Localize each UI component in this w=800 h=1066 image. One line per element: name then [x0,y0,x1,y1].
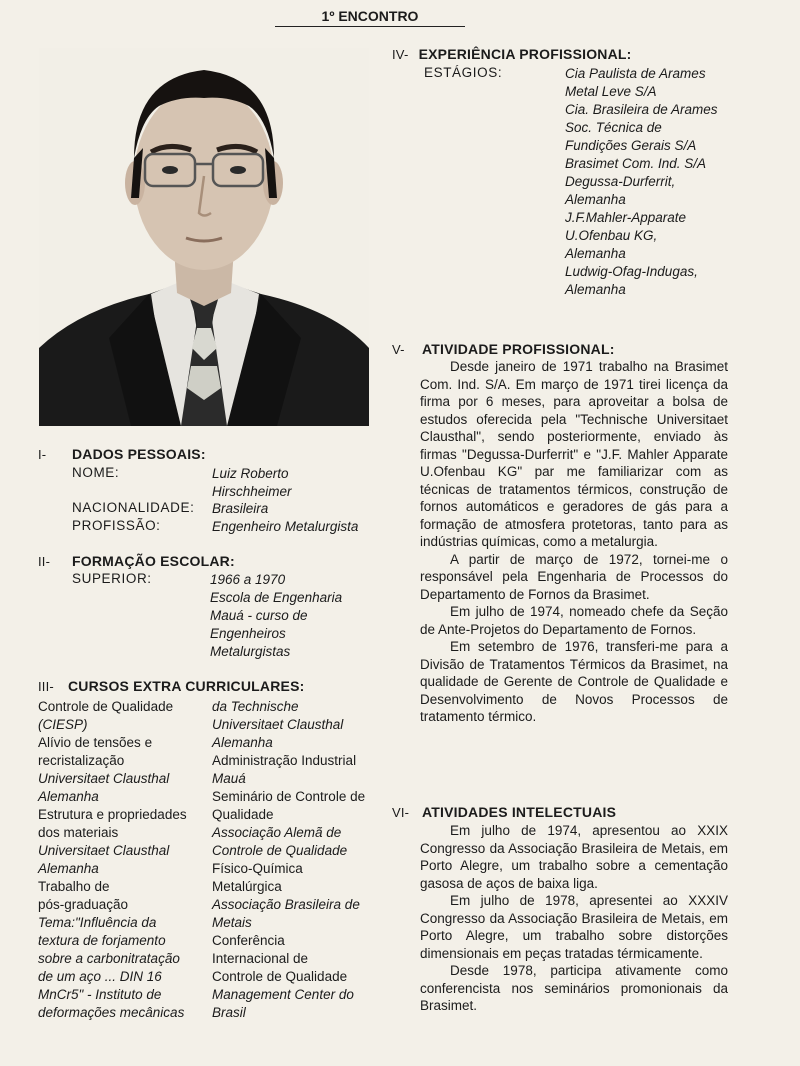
internship-item: Ludwig-Ofag-Indugas, [565,264,698,279]
course-line: Controle de Qualidade [212,969,348,984]
section-iv-heading [392,46,632,62]
internship-item: Metal Leve S/A [565,84,657,99]
course-line: Alemanha [38,789,99,804]
education-line: Engenheiros [210,626,286,641]
section-vi-number: VI- [392,805,410,820]
section-i-title: DADOS PESSOAIS: [72,446,206,462]
course-line: Administração Industrial [212,753,357,768]
portrait-photo [39,48,369,426]
course-line: MnCr5" - Instituto de [38,987,162,1002]
course-line: Controle de Qualidade [212,843,348,858]
section-v-title: ATIVIDADE PROFISSIONAL: [422,341,615,357]
course-line: Metais [212,915,252,930]
course-line: (CIESP) [38,717,88,732]
course-line: Seminário de Controle de [212,789,366,804]
course-line: recristalização [38,753,125,768]
course-line: Trabalho de [38,879,110,894]
internship-item: Alemanha [565,192,626,207]
courses-column-2 [212,698,388,1022]
section-v-heading [392,341,615,357]
section-vi-title: ATIVIDADES INTELECTUAIS [422,804,617,820]
section-v-paragraph: A partir de março de 1972, tornei-me o responsável pela Engenharia de Processos do Departamento de Fornos da Brasimet. [420,551,728,602]
course-line: sobre a carbonitratação [38,951,180,966]
internship-item: Soc. Técnica de [565,120,662,135]
course-line: Universitaet Clausthal [212,717,344,732]
name-value [212,465,292,501]
education-line: Mauá - curso de [210,608,308,623]
internships-list [565,65,795,299]
internship-item: Cia. Brasileira de Arames [565,102,718,117]
section-v-body [420,358,728,726]
course-line: Universitaet Clausthal [38,843,170,858]
page-header-title: 1º ENCONTRO [275,8,465,27]
section-iii-title: CURSOS EXTRA CURRICULARES: [68,678,305,694]
section-ii-number: II- [38,554,51,569]
course-line: dos materiais [38,825,119,840]
course-line: de um aço ... DIN 16 [38,969,162,984]
internship-item: Cia Paulista de Arames [565,66,706,81]
section-v-paragraph: Em julho de 1974, nomeado chefe da Seção de Ante-Projetos do Departamento de Fornos. [420,604,728,637]
education-label: SUPERIOR: [72,571,152,586]
course-line: Alemanha [212,735,273,750]
section-vi-body [420,822,728,1015]
education-line: Escola de Engenharia [210,590,343,605]
section-ii-heading [38,553,235,569]
section-v-paragraph: Em setembro de 1976, transferi-me para a Divisão de Tratamentos Térmicos da Brasimet, na qualidade de Gerente de Controle de Qualidade e Desenvolvimento de Novos Processos de tratamento térmico. [420,639,728,724]
profession-value: Engenheiro Metalurgista [212,519,359,534]
course-line: Alívio de tensões e [38,735,153,750]
section-vi-paragraph: Em julho de 1978, apresentei ao XXXIV Congresso da Associação Brasileira de Metais, em Porto Alegre, um trabalho sobre distorções dimensionais em peças tratadas térmicamente. [420,893,728,961]
section-vi-heading [392,804,617,820]
name-value-line: Luiz Roberto [212,466,289,481]
section-iv-number: IV- [392,47,409,62]
section-vi-paragraph: Desde 1978, participa ativamente como conferencista nos seminários promonionais da Brasimet. [420,963,728,1013]
courses-column-1 [38,698,210,1022]
section-iii-heading [38,678,305,694]
section-i-heading [38,446,206,462]
section-i-number: I- [38,447,47,462]
internship-item: Alemanha [565,246,626,261]
internship-item: Brasimet Com. Ind. S/A [565,156,707,171]
section-ii-title: FORMAÇÃO ESCOLAR: [72,553,235,569]
nationality-label: NACIONALIDADE: [72,500,195,515]
internship-item: Degussa-Durferrit, [565,174,676,189]
course-line: Tema:"Influência da [38,915,157,930]
course-line: da Technische [212,699,299,714]
profession-label: PROFISSÃO: [72,518,161,533]
course-line: Conferência [212,933,285,948]
internship-item: Fundições Gerais S/A [565,138,697,153]
course-line: Controle de Qualidade [38,699,174,714]
nationality-value: Brasileira [212,501,269,516]
name-value-line: Hirschheimer [212,484,292,499]
course-line: Alemanha [38,861,99,876]
internship-item: U.Ofenbau KG, [565,228,658,243]
course-line: Qualidade [212,807,274,822]
course-line: textura de forjamento [38,933,166,948]
course-line: Estrutura e propriedades [38,807,187,822]
course-line: Metalúrgica [212,879,282,894]
course-line: Brasil [212,1005,246,1020]
education-line: Metalurgistas [210,644,291,659]
course-line: Associação Alemã de [212,825,342,840]
section-iv-title: EXPERIÊNCIA PROFISSIONAL: [418,46,632,62]
section-iii-number: III- [38,679,54,694]
section-v-number: V- [392,342,405,357]
section-v-paragraph: Desde janeiro de 1971 trabalho na Brasimet Com. Ind. S/A. Em março de 1971 tirei licença da firma por 6 meses, para aproveitar a bolsa de estudos oferecida pela "Technische Universitaet Clausthal", sendo posteriormente, enviado às firmas "Degussa-Durferrit" e "J.F. Mahler Apparate U.Ofenbau KG" par me familiarizar com as técnicas de tratamentos térmicos, construção de fornos automáticos e geradores de gás para a formação de atmosfera protetoras, tanto para as indústrias químicas, como a metalurgia. [420,359,728,549]
internships-label: ESTÁGIOS: [424,65,503,80]
education-line: 1966 a 1970 [210,572,286,587]
course-line: Universitaet Clausthal [38,771,170,786]
course-line: Management Center do [212,987,354,1002]
course-line: Internacional de [212,951,309,966]
section-vi-paragraph: Em julho de 1974, apresentou ao XXIX Congresso da Associação Brasileira de Metais, em Porto Alegre, um trabalho sobre a cementação gasosa de aços de baixa liga. [420,823,728,891]
course-line: pós-graduação [38,897,129,912]
name-label: NOME: [72,465,120,480]
course-line: deformações mecânicas [38,1005,185,1020]
course-line: Associação Brasileira de [212,897,360,912]
internship-item: J.F.Mahler-Apparate [565,210,687,225]
course-line: Físico-Química [212,861,303,876]
education-details [210,571,342,661]
course-line: Mauá [212,771,246,786]
internship-item: Alemanha [565,282,626,297]
